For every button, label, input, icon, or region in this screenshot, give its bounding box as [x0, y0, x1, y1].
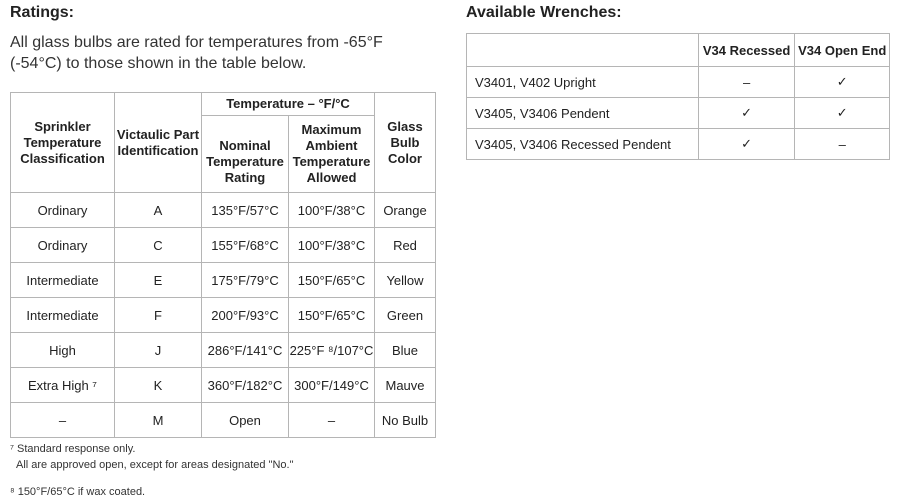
table-row: [467, 129, 890, 160]
footnote-8: ⁸ 150°F/65°C if wax coated.: [10, 486, 146, 498]
cell-part-id: J: [115, 333, 202, 368]
cell-bulb-color: Green: [375, 298, 436, 333]
cell-bulb-color: Mauve: [375, 368, 436, 403]
cell-classification: Intermediate: [11, 298, 115, 333]
cell-classification: –: [11, 403, 115, 438]
cell-classification: Intermediate: [11, 263, 115, 298]
cell-nominal-rating: 135°F/57°C: [202, 193, 289, 228]
cell-nominal-rating: Open: [202, 403, 289, 438]
table-row: [11, 403, 436, 438]
cell-wrench-model: V3401, V402 Upright: [467, 67, 699, 98]
header-bulb-color: Glass Bulb Color: [375, 93, 436, 193]
cell-nominal-rating: 175°F/79°C: [202, 263, 289, 298]
cell-nominal-rating: 155°F/68°C: [202, 228, 289, 263]
ratings-title: Ratings:: [10, 4, 74, 21]
wrenches-table: [466, 33, 890, 160]
table-row: [11, 263, 436, 298]
cell-part-id: E: [115, 263, 202, 298]
cell-recessed-mark: ✓: [698, 98, 795, 129]
table-row: [467, 67, 890, 98]
table-row: [11, 298, 436, 333]
cell-open-end-mark: ✓: [795, 98, 890, 129]
cell-open-end-mark: ✓: [795, 67, 890, 98]
table-row: [11, 193, 436, 228]
header-temperature-group: Temperature – °F/°C: [202, 93, 375, 116]
ratings-table: [10, 92, 436, 438]
cell-classification: High: [11, 333, 115, 368]
footnote-7: ⁷ Standard response only.: [10, 443, 136, 455]
header-classification: Sprinkler Temperature Classification: [11, 93, 115, 193]
cell-max-ambient: 150°F/65°C: [289, 298, 375, 333]
cell-bulb-color: No Bulb: [375, 403, 436, 438]
cell-nominal-rating: 286°F/141°C: [202, 333, 289, 368]
cell-max-ambient: 150°F/65°C: [289, 263, 375, 298]
wrench-header-blank: [467, 34, 699, 67]
cell-classification: Ordinary: [11, 228, 115, 263]
cell-part-id: A: [115, 193, 202, 228]
cell-classification: Ordinary: [11, 193, 115, 228]
cell-classification: Extra High ⁷: [11, 368, 115, 403]
header-nominal-rating: Nominal Temperature Rating: [202, 116, 289, 193]
table-row: [11, 333, 436, 368]
cell-open-end-mark: –: [795, 129, 890, 160]
cell-part-id: K: [115, 368, 202, 403]
cell-nominal-rating: 360°F/182°C: [202, 368, 289, 403]
wrench-header-recessed: V34 Recessed: [698, 34, 795, 67]
wrenches-title: Available Wrenches:: [466, 4, 622, 21]
ratings-intro: All glass bulbs are rated for temperatures from -65°F (-54°C) to those shown in the table below.: [10, 34, 383, 72]
cell-wrench-model: V3405, V3406 Pendent: [467, 98, 699, 129]
cell-part-id: C: [115, 228, 202, 263]
cell-part-id: F: [115, 298, 202, 333]
cell-bulb-color: Orange: [375, 193, 436, 228]
cell-part-id: M: [115, 403, 202, 438]
header-max-ambient: Maximum Ambient Temperature Allowed: [289, 116, 375, 193]
table-row: [467, 98, 890, 129]
cell-max-ambient: 225°F ⁸/107°C: [289, 333, 375, 368]
cell-bulb-color: Red: [375, 228, 436, 263]
cell-wrench-model: V3405, V3406 Recessed Pendent: [467, 129, 699, 160]
cell-max-ambient: 300°F/149°C: [289, 368, 375, 403]
cell-max-ambient: –: [289, 403, 375, 438]
cell-recessed-mark: ✓: [698, 129, 795, 160]
cell-nominal-rating: 200°F/93°C: [202, 298, 289, 333]
cell-max-ambient: 100°F/38°C: [289, 193, 375, 228]
footnote-7-detail: All are approved open, except for areas designated "No.": [16, 459, 294, 471]
cell-bulb-color: Yellow: [375, 263, 436, 298]
wrench-header-open-end: V34 Open End: [795, 34, 890, 67]
cell-bulb-color: Blue: [375, 333, 436, 368]
table-row: [11, 368, 436, 403]
header-part-id: Victaulic Part Identification: [115, 93, 202, 193]
cell-recessed-mark: –: [698, 67, 795, 98]
cell-max-ambient: 100°F/38°C: [289, 228, 375, 263]
table-row: [11, 228, 436, 263]
